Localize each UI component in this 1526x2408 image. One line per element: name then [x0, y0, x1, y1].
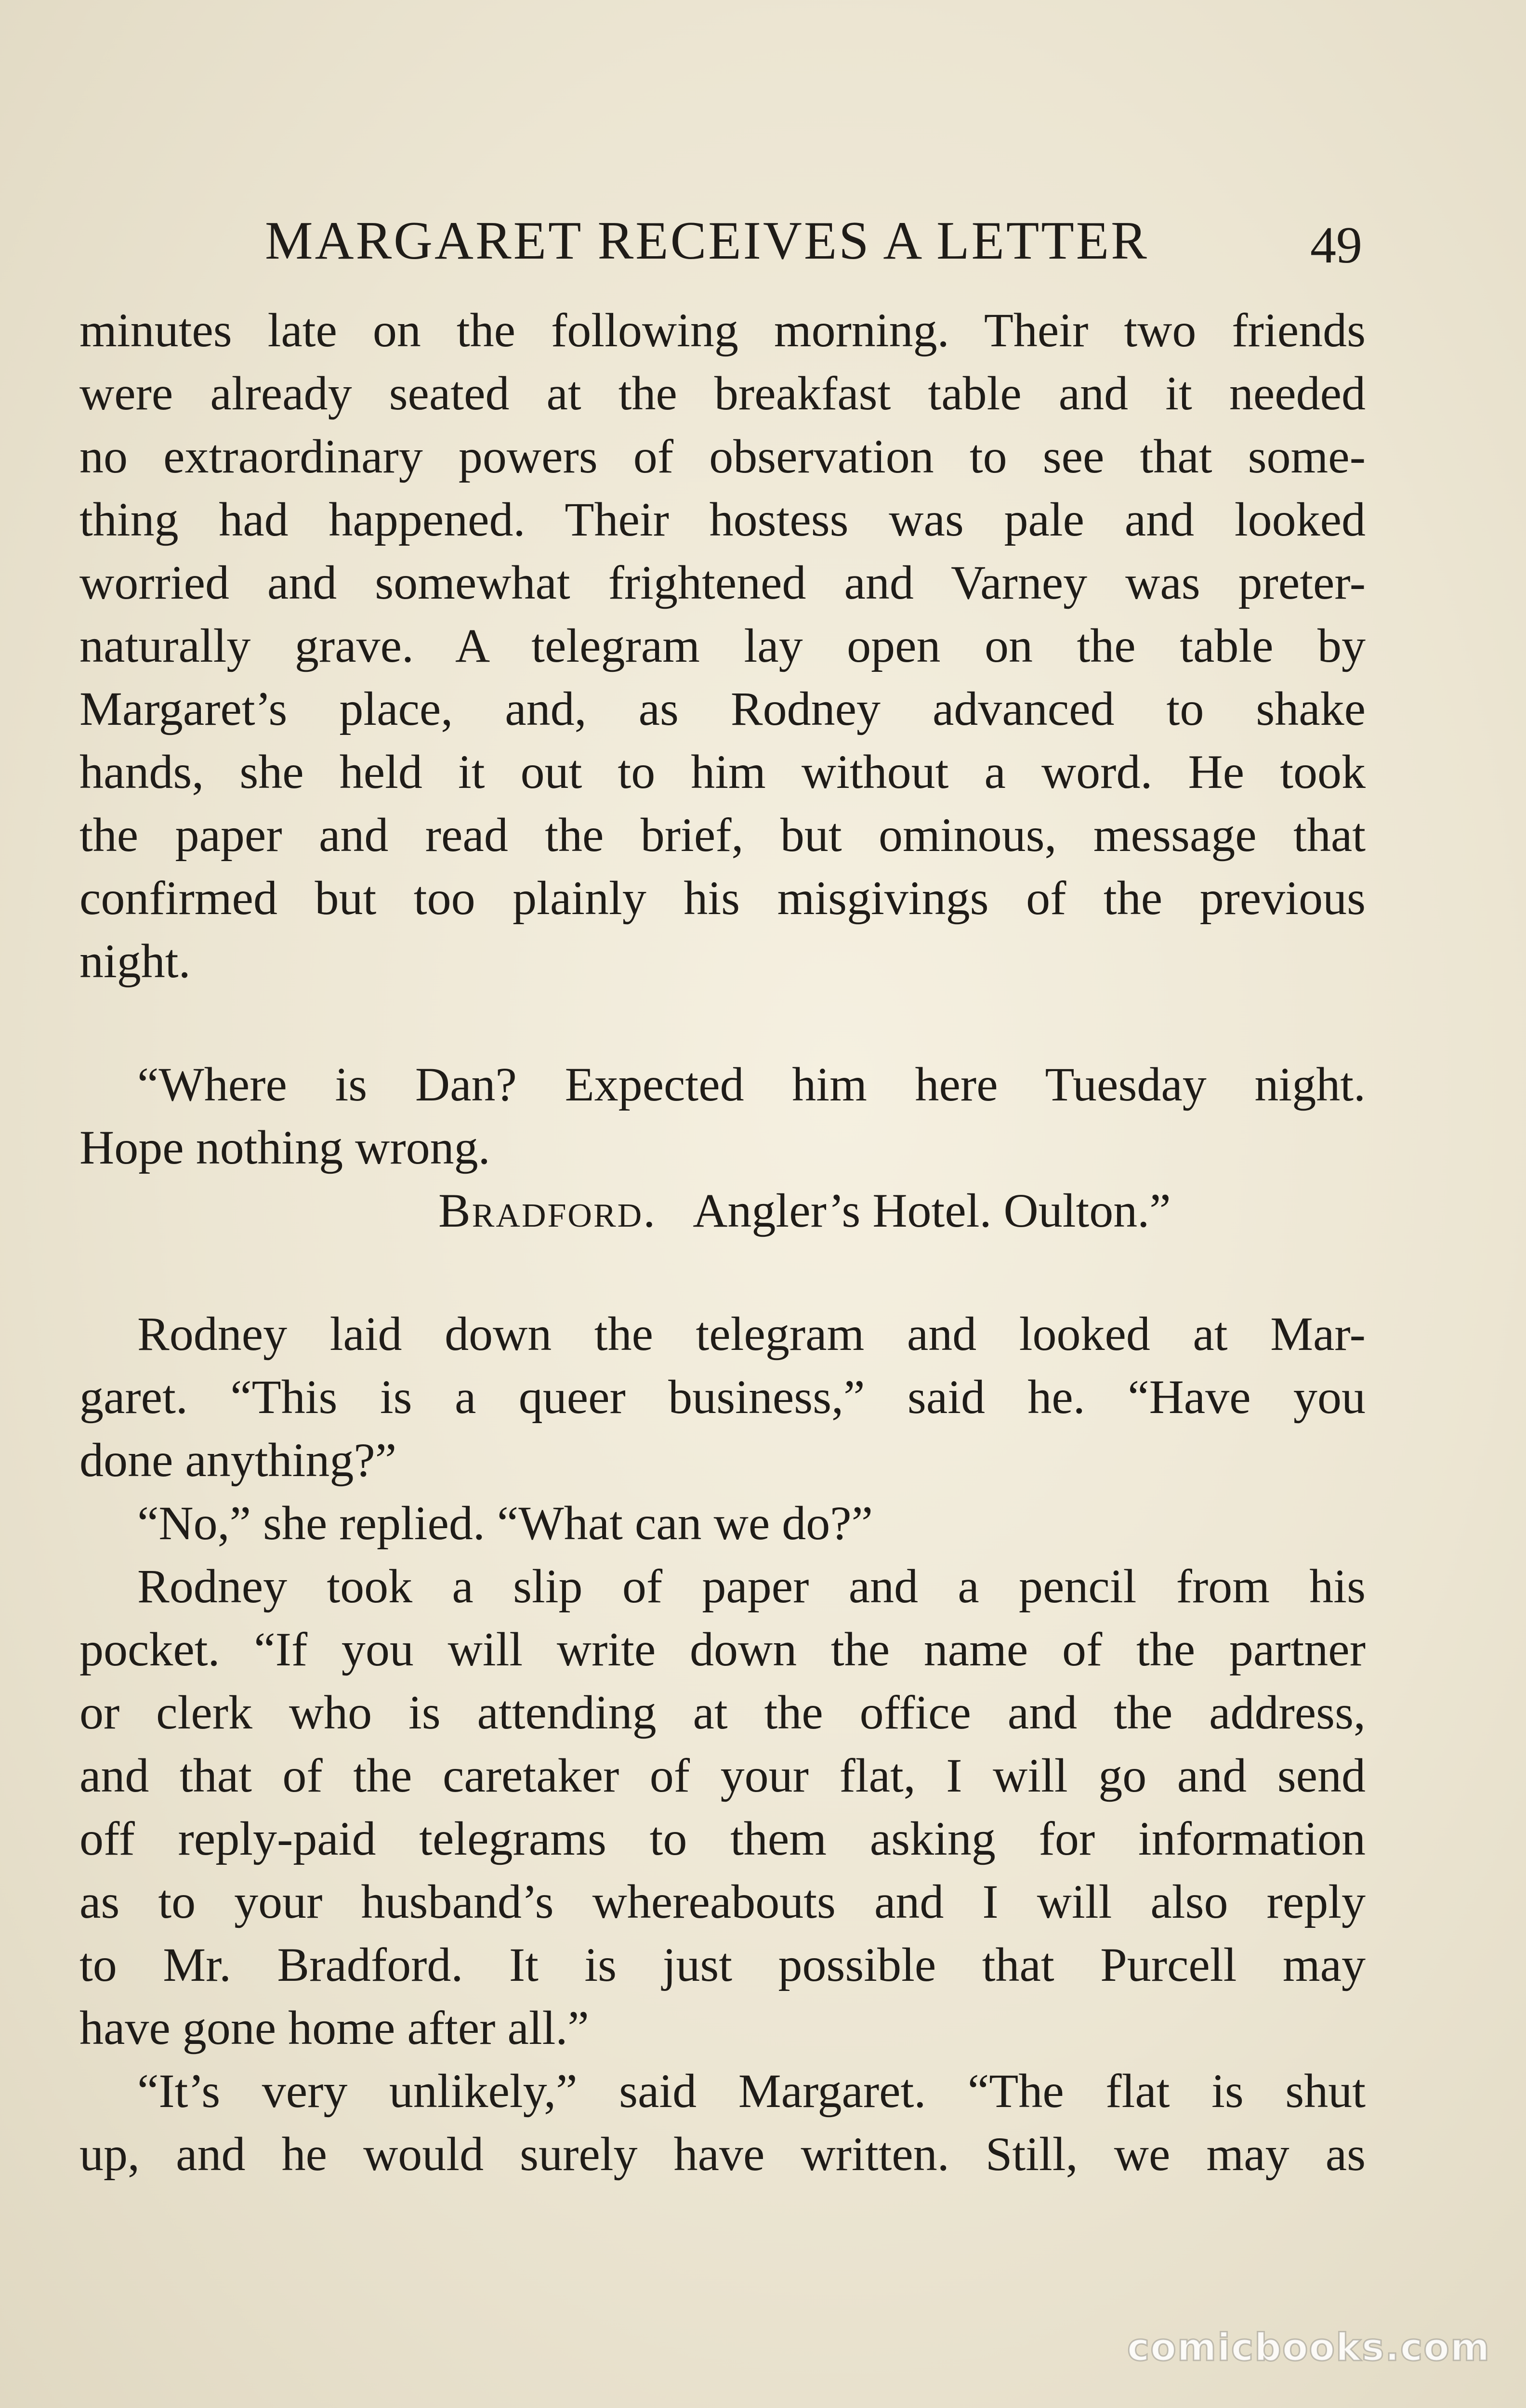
- text-line: off reply-paid telegrams to them asking for information: [79, 1812, 1366, 1865]
- text-line: Rodney took a slip of paper and a pencil from his: [137, 1559, 1366, 1613]
- text-line: have gone home after all.”: [79, 2001, 589, 2055]
- text-line: Rodney laid down the telegram and looked at Mar-: [137, 1307, 1366, 1361]
- text-line: done anything?”: [79, 1433, 397, 1487]
- text-line: “No,” she replied. “What can we do?”: [137, 1496, 873, 1550]
- text-line: “It’s very unlikely,” said Margaret. “The flat is shut: [137, 2064, 1366, 2118]
- body-text: [79, 299, 1366, 2186]
- paragraph-5: [79, 2059, 1366, 2186]
- text-line: or clerk who is attending at the office and the address,: [79, 1686, 1366, 1739]
- telegram-sender: Bradford.: [438, 1184, 657, 1237]
- text-line: garet. “This is a queer business,” said he. “Have you: [79, 1370, 1366, 1424]
- watermark: comicbooks.com: [1127, 2326, 1491, 2369]
- paragraph-gap: [79, 1242, 1366, 1302]
- text-line: as to your husband’s whereabouts and I will also reply: [79, 1875, 1366, 1928]
- text-line: pocket. “If you will write down the name of the partner: [79, 1623, 1366, 1676]
- text-line: confirmed but too plainly his misgivings of the previous: [79, 871, 1366, 925]
- text-line: and that of the caretaker of your flat, I will go and send: [79, 1749, 1366, 1802]
- text-line: naturally grave. A telegram lay open on the table by: [79, 619, 1366, 672]
- text-line: the paper and read the brief, but ominous, message that: [79, 808, 1366, 862]
- running-head: MARGARET RECEIVES A LETTER: [265, 211, 1149, 271]
- text-line: night.: [79, 934, 191, 988]
- telegram-address: Angler’s Hotel. Oulton.”: [693, 1184, 1171, 1237]
- text-line: no extraordinary powers of observation to see that some-: [79, 430, 1366, 483]
- text-line: worried and somewhat frightened and Varney was preter-: [79, 556, 1366, 609]
- paragraph-3: [79, 1492, 1366, 1555]
- text-line: were already seated at the breakfast table and it needed: [79, 366, 1366, 420]
- text-line: “Where is Dan? Expected him here Tuesday night.: [137, 1058, 1366, 1111]
- text-line: minutes late on the following morning. Their two friends: [79, 303, 1366, 357]
- telegram-quote: [79, 1053, 1366, 1242]
- text-line: to Mr. Bradford. It is just possible that Purcell may: [79, 1938, 1366, 1991]
- telegram-signature: [79, 1179, 1366, 1242]
- paragraph-1: [79, 299, 1366, 993]
- paragraph-4: [79, 1555, 1366, 2059]
- page-number: 49: [1310, 217, 1362, 274]
- paragraph-2: [79, 1302, 1366, 1492]
- text-line: thing had happened. Their hostess was pale and looked: [79, 493, 1366, 546]
- text-line: Margaret’s place, and, as Rodney advanced to shake: [79, 682, 1366, 735]
- text-line: up, and he would surely have written. Still, we may as: [79, 2127, 1366, 2181]
- paragraph-gap: [79, 993, 1366, 1053]
- text-line: Hope nothing wrong.: [79, 1121, 490, 1174]
- text-line: hands, she held it out to him without a word. He took: [79, 745, 1366, 798]
